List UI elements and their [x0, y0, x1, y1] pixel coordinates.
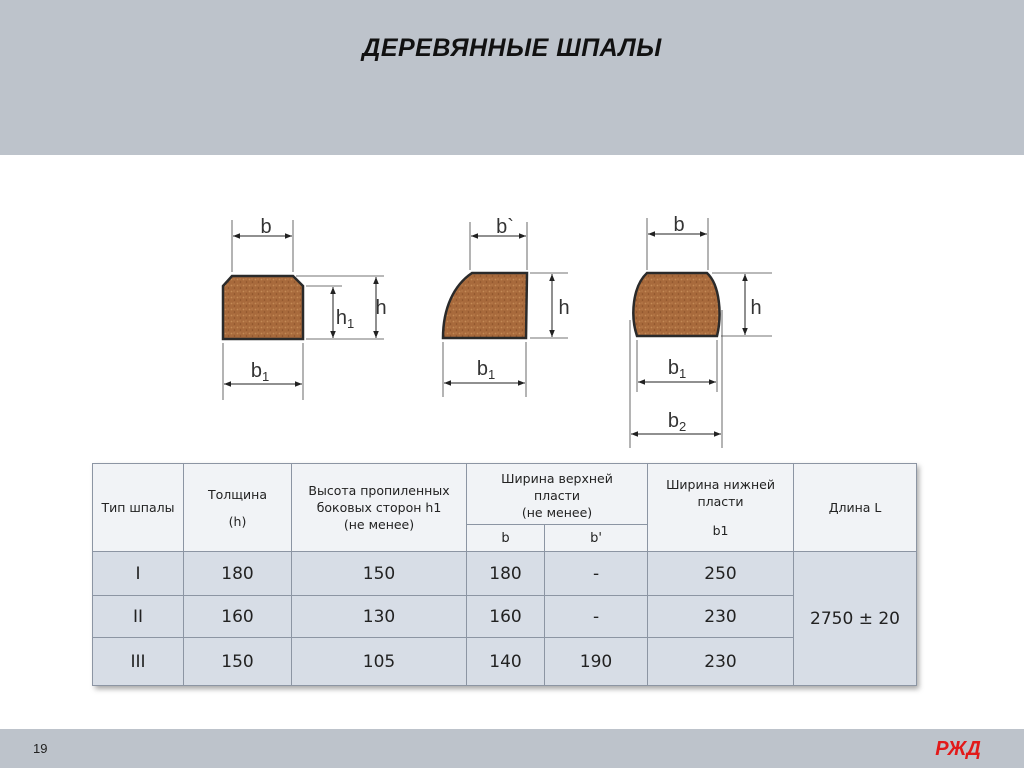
dim-b1-label: $b_1$ [667, 357, 687, 381]
sleeper-type-1-shape [223, 276, 303, 339]
header-bottom-width: Ширина нижней пласти b1 [648, 464, 794, 552]
dim-b1-label: $b_1$ [250, 360, 270, 384]
table-row [93, 552, 917, 596]
dim-b2-label: $b_2$ [667, 410, 687, 434]
cell-type: II [93, 596, 184, 638]
sleeper-cross-section-diagrams [200, 200, 800, 455]
rzd-logo [928, 735, 988, 761]
sleeper-type-2-shape [443, 273, 527, 338]
header-sawn-height: Высота пропиленных боковых сторон h1 (не менее) [292, 464, 467, 552]
table-row [93, 596, 917, 638]
sleeper-specs-table [92, 463, 917, 686]
cell-b1: 250 [648, 552, 794, 596]
cell-b-prime: - [545, 596, 648, 638]
slide-footer [0, 729, 1024, 768]
slide-header [0, 0, 1024, 155]
header-top-b-prime: b' [545, 525, 648, 552]
dim-h-label: h [750, 297, 762, 319]
cell-b-prime: - [545, 552, 648, 596]
cell-h1: 105 [292, 638, 467, 686]
cell-b: 180 [467, 552, 545, 596]
cell-h: 180 [184, 552, 292, 596]
header-top-width: Ширина верхней пласти (не менее) [467, 464, 648, 525]
dim-b1-label: $b_1$ [476, 358, 496, 382]
header-type: Тип шпалы [93, 464, 184, 552]
sleeper-type-3-shape [633, 273, 719, 336]
dim-h1-label: $h_1$ [335, 307, 355, 331]
dim-b-prime-label: b` [496, 216, 514, 238]
header-top-b: b [467, 525, 545, 552]
sleeper-type-3-diagram [630, 214, 772, 448]
header-length: Длина L [794, 464, 917, 552]
svg-text:РЖД: РЖД [935, 738, 981, 760]
cell-h1: 150 [292, 552, 467, 596]
cell-b: 140 [467, 638, 545, 686]
page-number: 19 [33, 741, 48, 756]
cell-type: I [93, 552, 184, 596]
cell-h1: 130 [292, 596, 467, 638]
sleeper-specs-table-wrapper [92, 463, 916, 686]
dim-b-label: b [260, 216, 272, 238]
sleeper-type-2-diagram [443, 216, 570, 397]
header-thickness: Толщина (h) [184, 464, 292, 552]
slide-title: ДЕРЕВЯННЫЕ ШПАЛЫ [362, 34, 662, 62]
cell-b-prime: 190 [545, 638, 648, 686]
sleeper-type-1-diagram [223, 216, 387, 400]
cell-b: 160 [467, 596, 545, 638]
dim-h-label: h [558, 297, 570, 319]
cell-h: 150 [184, 638, 292, 686]
cell-type: III [93, 638, 184, 686]
cell-b1: 230 [648, 596, 794, 638]
dim-h-label: h [375, 297, 387, 319]
cell-length: 2750 ± 20 [794, 552, 917, 686]
table-row [93, 638, 917, 686]
dim-b-label: b [673, 214, 685, 236]
cell-b1: 230 [648, 638, 794, 686]
cell-h: 160 [184, 596, 292, 638]
